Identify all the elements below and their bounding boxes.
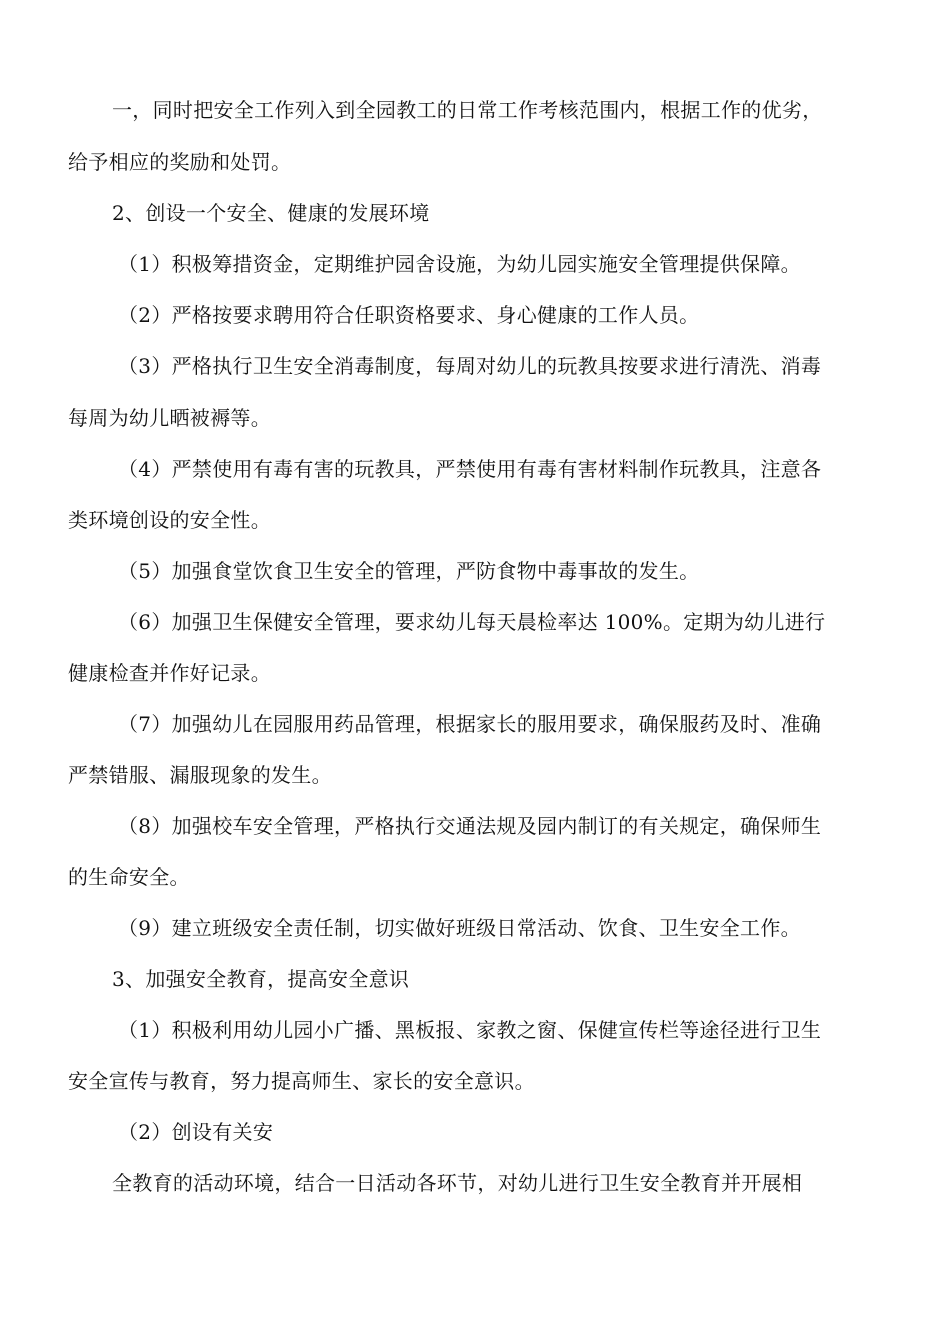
list-item: （5）加强食堂饮食卫生安全的管理，严防食物中毒事故的发生。 bbox=[118, 559, 700, 583]
list-item: （9）建立班级安全责任制，切实做好班级日常活动、饮食、卫生安全工作。 bbox=[118, 916, 801, 940]
text-line: 一，同时把安全工作列入到全园教工的日常工作考核范围内，根据工作的优劣， bbox=[112, 98, 823, 122]
list-item: （8）加强校车安全管理，严格执行交通法规及园内制订的有关规定，确保师生 bbox=[118, 814, 822, 838]
list-item: （7）加强幼儿在园服用药品管理，根据家长的服用要求，确保服药及时、准确 bbox=[118, 712, 822, 736]
text-line: 的生命安全。 bbox=[68, 865, 190, 889]
list-item: （1）积极筹措资金，定期维护园舍设施，为幼儿园实施安全管理提供保障。 bbox=[118, 252, 801, 276]
text-line: 每周为幼儿晒被褥等。 bbox=[68, 406, 271, 430]
text-line: 类环境创设的安全性。 bbox=[68, 508, 271, 532]
text-line: 给予相应的奖励和处罚。 bbox=[68, 150, 292, 174]
section-heading: 3、加强安全教育，提高安全意识 bbox=[112, 967, 410, 991]
list-item: （1）积极利用幼儿园小广播、黑板报、家教之窗、保健宣传栏等途径进行卫生 bbox=[118, 1018, 822, 1042]
list-item: （4）严禁使用有毒有害的玩教具，严禁使用有毒有害材料制作玩教具，注意各 bbox=[118, 457, 822, 481]
list-item: （2）创设有关安 bbox=[118, 1120, 274, 1144]
text-line: 全教育的活动环境，结合一日活动各环节，对幼儿进行卫生安全教育并开展相 bbox=[112, 1171, 803, 1195]
list-item: （2）严格按要求聘用符合任职资格要求、身心健康的工作人员。 bbox=[118, 303, 700, 327]
section-heading: 2、创设一个安全、健康的发展环境 bbox=[112, 201, 430, 225]
list-item: （3）严格执行卫生安全消毒制度，每周对幼儿的玩教具按要求进行清洗、消毒 bbox=[118, 354, 822, 378]
text-line: 安全宣传与教育，努力提高师生、家长的安全意识。 bbox=[68, 1069, 535, 1093]
list-item: （6）加强卫生保健安全管理，要求幼儿每天晨检率达 100%。定期为幼儿进行 bbox=[118, 610, 826, 634]
text-line: 严禁错服、漏服现象的发生。 bbox=[68, 763, 332, 787]
text-line: 健康检查并作好记录。 bbox=[68, 661, 271, 685]
